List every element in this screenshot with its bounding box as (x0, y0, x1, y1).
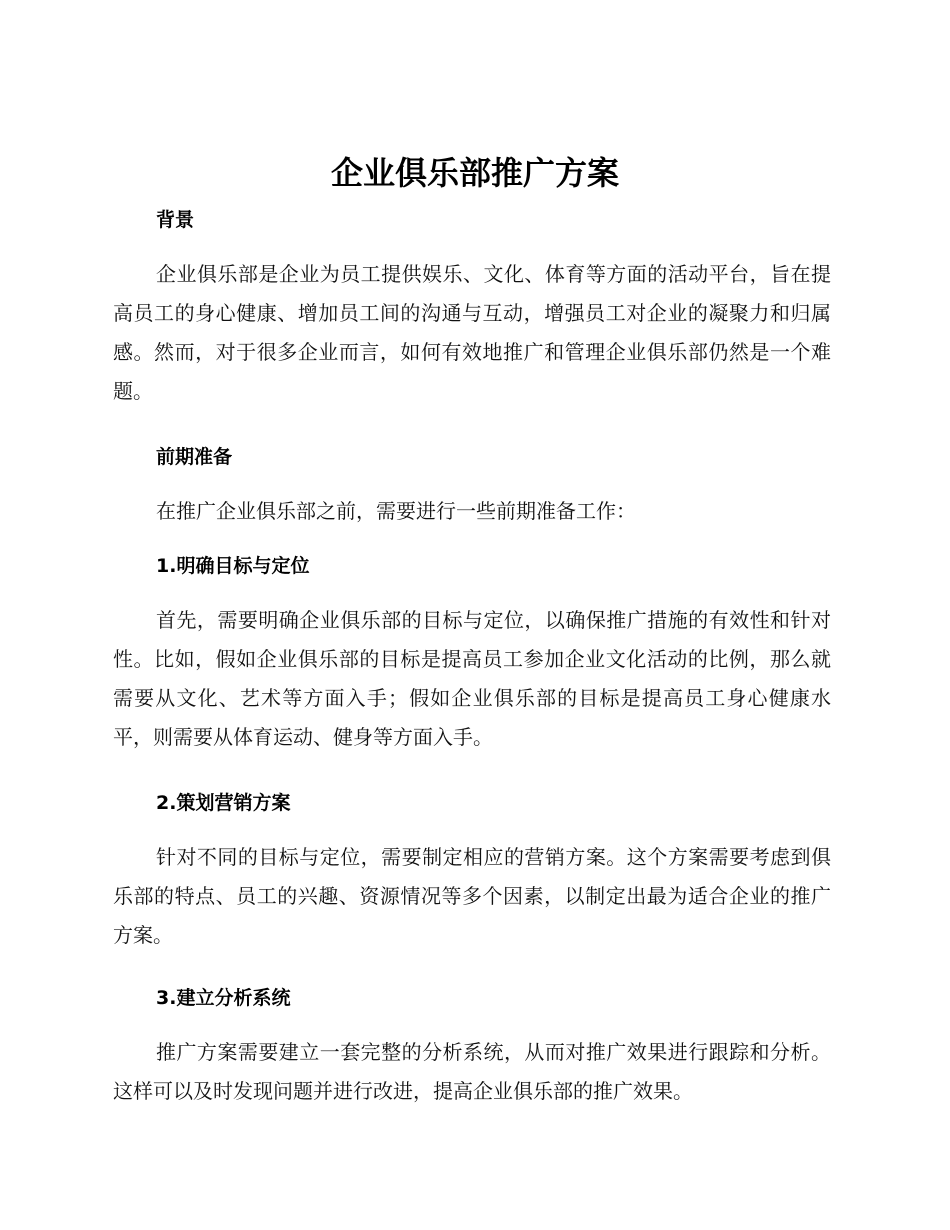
section-heading-preparation: 前期准备 (156, 446, 233, 468)
section-heading-marketing: 2.策划营销方案 (156, 792, 291, 814)
section-heading-background: 背景 (156, 209, 195, 231)
section-paragraph-goals: 首先，需要明确企业俱乐部的目标与定位，以确保推广措施的有效性和针对性。比如，假如企业俱乐部的目标是提高员工参加企业文化活动的比例，那么就需要从文化、艺术等方面入手；假如企业俱乐部的目标是提高员工身心健康水平，则需要从体育运动、健身等方面入手。 (113, 608, 831, 749)
section-paragraph-analysis: 推广方案需要建立一套完整的分析系统，从而对推广效果进行跟踪和分析。这样可以及时发现问题并进行改进，提高企业俱乐部的推广效果。 (113, 1040, 831, 1103)
section-paragraph-preparation: 在推广企业俱乐部之前，需要进行一些前期准备工作： (156, 499, 636, 523)
section-paragraph-background: 企业俱乐部是企业为员工提供娱乐、文化、体育等方面的活动平台，旨在提高员工的身心健康、增加员工间的沟通与互动，增强员工对企业的凝聚力和归属感。然而，对于很多企业而言，如何有效地推广和管理企业俱乐部仍然是一个难题。 (113, 262, 831, 403)
section-heading-goals: 1.明确目标与定位 (156, 555, 310, 577)
section-paragraph-marketing: 针对不同的目标与定位，需要制定相应的营销方案。这个方案需要考虑到俱乐部的特点、员工的兴趣、资源情况等多个因素，以制定出最为适合企业的推广方案。 (113, 845, 831, 947)
document-title: 企业俱乐部推广方案 (330, 154, 619, 192)
section-heading-analysis: 3.建立分析系统 (156, 987, 291, 1009)
